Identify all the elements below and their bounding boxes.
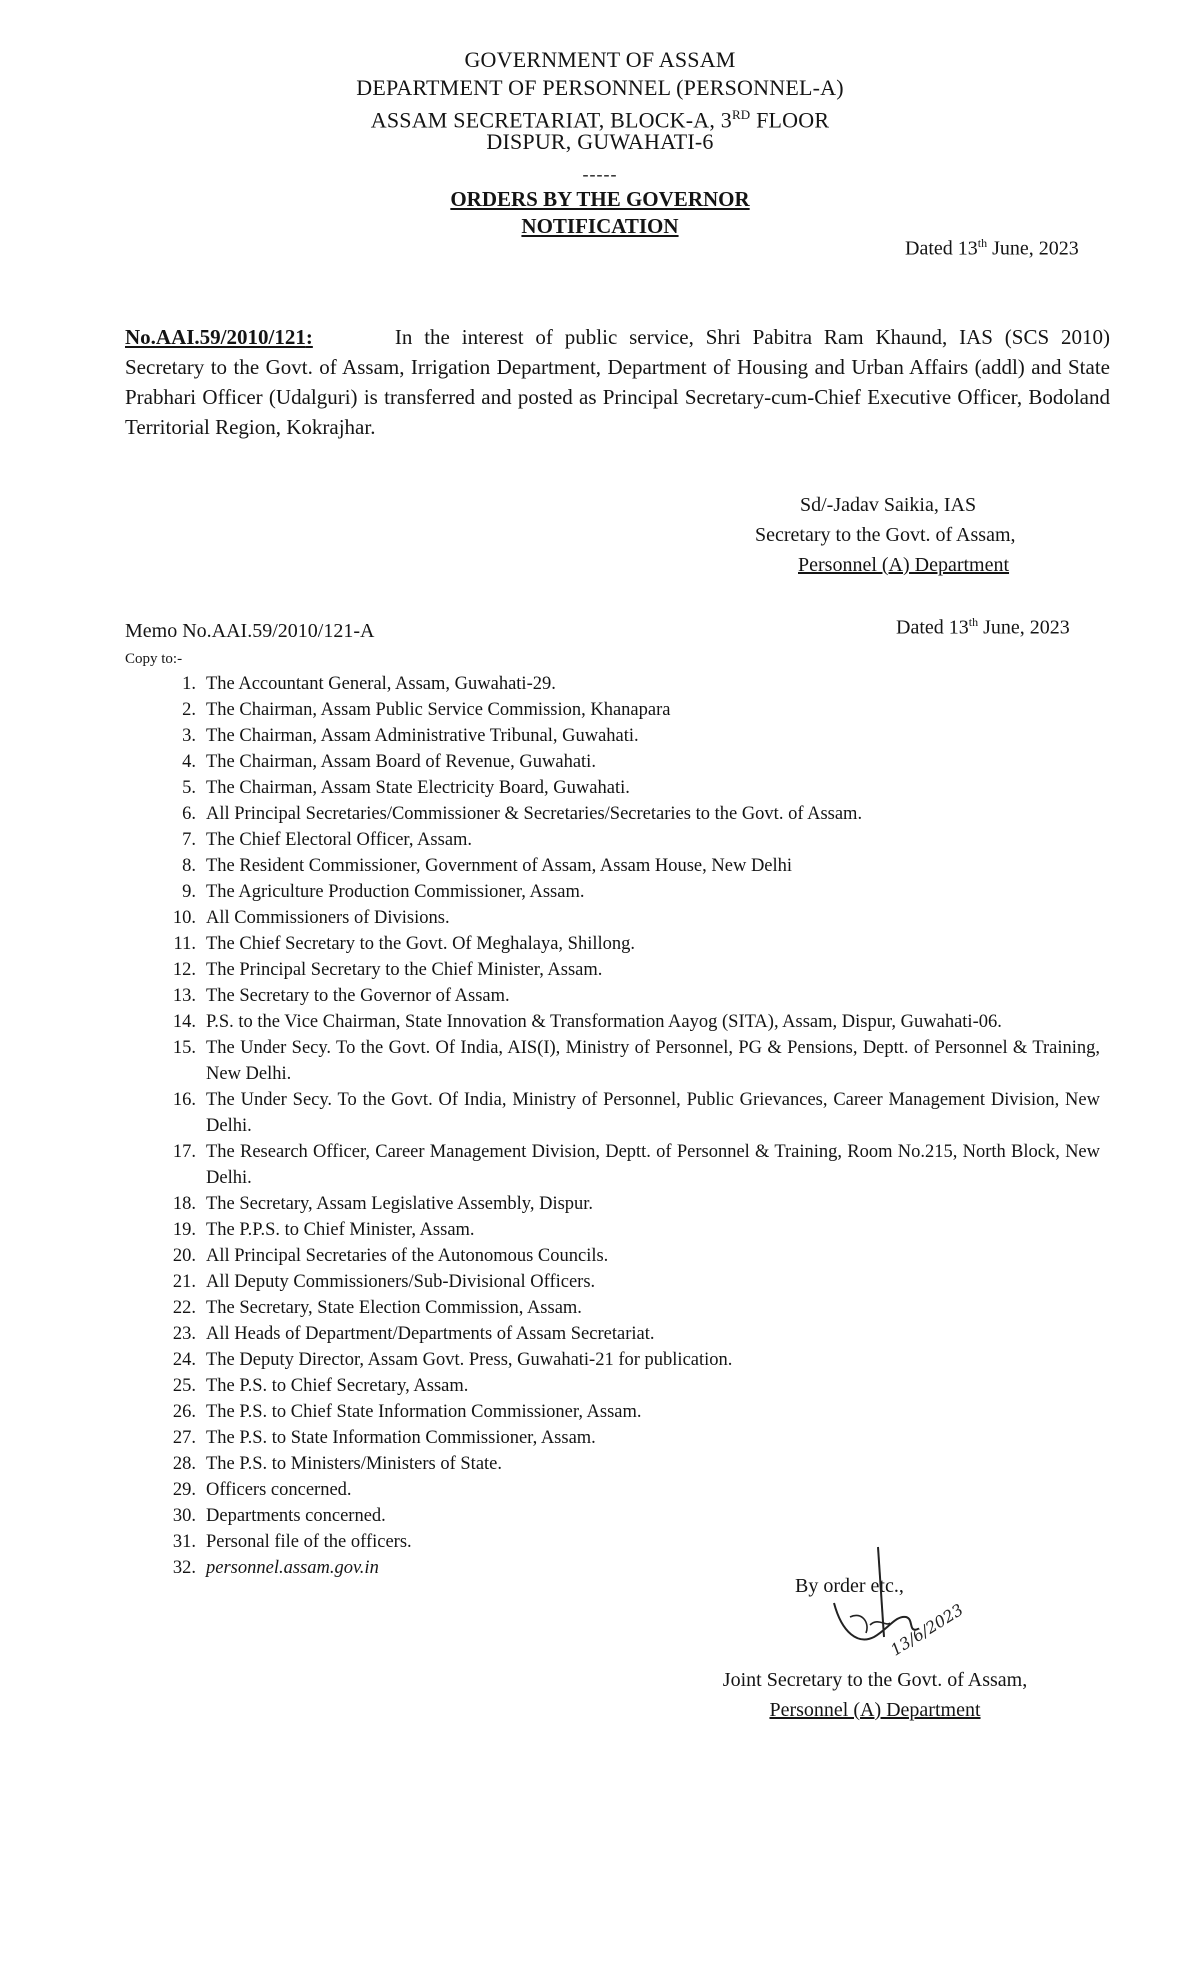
copy-list-number: 29. xyxy=(172,1480,196,1500)
header-address: ASSAM SECRETARIAT, BLOCK-A, 3RD FLOOR xyxy=(370,107,830,133)
copy-list-number: 26. xyxy=(172,1402,196,1422)
copy-list-number: 16. xyxy=(172,1090,196,1110)
copy-list-text: Personal file of the officers. xyxy=(206,1532,412,1552)
copy-list-item xyxy=(160,957,1100,983)
by-order-text: By order etc., xyxy=(795,1575,904,1597)
copy-list-number: 31. xyxy=(172,1532,196,1552)
copy-list-text: The Secretary to the Governor of Assam. xyxy=(206,986,510,1006)
copy-list-text: The Agriculture Production Commissioner, Assam. xyxy=(206,882,585,902)
copy-list-item xyxy=(160,827,1100,853)
header-city: DISPUR, GUWAHATI-6 xyxy=(486,129,714,154)
copy-list-number: 28. xyxy=(172,1454,196,1474)
copy-list-item xyxy=(160,1191,1100,1217)
signatory-department: Personnel (A) Department xyxy=(798,554,1010,576)
orders-title: ORDERS BY THE GOVERNOR xyxy=(450,187,750,211)
copy-list-text: The P.S. to Ministers/Ministers of State. xyxy=(206,1454,502,1474)
copy-list-number: 14. xyxy=(172,1012,196,1032)
copy-list-text: Departments concerned. xyxy=(206,1506,386,1526)
copy-list-number: 1. xyxy=(182,674,196,694)
copy-list-text: The Resident Commissioner, Government of Assam, Assam House, New Delhi xyxy=(206,856,793,876)
memo-date: Dated 13th June, 2023 xyxy=(896,615,1070,639)
copy-list-text: The P.P.S. to Chief Minister, Assam. xyxy=(206,1220,475,1240)
copy-list-text: The Chairman, Assam State Electricity Board, Guwahati. xyxy=(206,778,630,798)
notification-body xyxy=(125,322,1110,442)
copy-list-text: The Under Secy. To the Govt. Of India, Ministry of Personnel, Public Grievances, Career Management Division, New Delhi. xyxy=(206,1090,1100,1136)
copy-list-item xyxy=(160,775,1100,801)
copy-list-number: 24. xyxy=(172,1350,196,1370)
copy-list-number: 2. xyxy=(182,700,196,720)
copy-list-item xyxy=(160,1451,1100,1477)
copy-list-item xyxy=(160,1243,1100,1269)
copy-list-number: 5. xyxy=(182,778,196,798)
website-link[interactable]: personnel.assam.gov.in xyxy=(206,1558,379,1578)
copy-list-number: 13. xyxy=(172,986,196,1006)
copy-list-item xyxy=(160,853,1100,879)
copy-list-item xyxy=(160,983,1100,1009)
copy-to-label: Copy to:- xyxy=(125,651,183,667)
copy-list-number: 12. xyxy=(172,960,196,980)
copy-list-number: 17. xyxy=(172,1142,196,1162)
notification-text: In the interest of public service, Shri Pabitra Ram Khaund, IAS (SCS 2010) Secretary to the Govt. of Assam, Irrigation Department, Department of Housing and Urban Affairs (addl) and State Prabhari Officer (Udalguri) is transferred and posted as Principal Secretary-cum-Chief Executive Officer, Bodoland Territorial Region, Kokrajhar. xyxy=(125,325,1110,439)
copy-list-text: The Principal Secretary to the Chief Minister, Assam. xyxy=(206,960,603,980)
copy-list-number: 19. xyxy=(172,1220,196,1240)
header-department: DEPARTMENT OF PERSONNEL (PERSONNEL-A) xyxy=(356,75,844,100)
copy-list-text: The P.S. to Chief State Information Commissioner, Assam. xyxy=(206,1402,642,1422)
copy-list-item xyxy=(160,749,1100,775)
copy-list-text: All Heads of Department/Departments of Assam Secretariat. xyxy=(206,1324,655,1344)
joint-secretary-department: Personnel (A) Department xyxy=(769,1699,981,1721)
copy-list-text: P.S. to the Vice Chairman, State Innovation & Transformation Aayog (SITA), Assam, Dispur, Guwahati-06. xyxy=(206,1012,1002,1032)
notification-reference: No.AAI.59/2010/121: xyxy=(125,325,313,349)
copy-list-item xyxy=(160,1321,1100,1347)
memo-number: Memo No.AAI.59/2010/121-A xyxy=(125,620,375,642)
copy-list-number: 15. xyxy=(172,1038,196,1058)
signatory-designation: Secretary to the Govt. of Assam, xyxy=(755,524,1016,546)
copy-list-text: All Deputy Commissioners/Sub-Divisional Officers. xyxy=(206,1272,596,1292)
copy-list-text: The Research Officer, Career Management Division, Deptt. of Personnel & Training, Room No.215, North Block, New Delhi. xyxy=(206,1142,1100,1188)
copy-list-item xyxy=(160,1139,1100,1191)
copy-list-number: 9. xyxy=(182,882,196,902)
header-separator: ----- xyxy=(582,164,618,184)
copy-list-item xyxy=(160,1425,1100,1451)
copy-list-text: The Chairman, Assam Public Service Commission, Khanapara xyxy=(206,700,671,720)
copy-list-text: All Commissioners of Divisions. xyxy=(206,908,450,928)
copy-list-number: 32. xyxy=(172,1558,196,1578)
copy-list-item xyxy=(160,1269,1100,1295)
joint-secretary-block xyxy=(690,1665,1060,1725)
copy-list-number: 7. xyxy=(182,830,196,850)
copy-list-item xyxy=(160,697,1100,723)
copy-list-text: All Principal Secretaries of the Autonomous Councils. xyxy=(206,1246,609,1266)
copy-list-item xyxy=(160,1217,1100,1243)
copy-list-item xyxy=(160,1035,1100,1087)
copy-list-item xyxy=(160,1399,1100,1425)
copy-list-number: 30. xyxy=(172,1506,196,1526)
copy-list-item xyxy=(160,1373,1100,1399)
copy-list-item xyxy=(160,1087,1100,1139)
joint-secretary-designation: Joint Secretary to the Govt. of Assam, xyxy=(722,1669,1028,1691)
copy-list-text: The Chairman, Assam Administrative Tribunal, Guwahati. xyxy=(206,726,639,746)
copy-list-number: 3. xyxy=(182,726,196,746)
copy-list-item xyxy=(160,723,1100,749)
copy-list-item xyxy=(160,905,1100,931)
copy-list-number: 20. xyxy=(172,1246,196,1266)
copy-list xyxy=(160,671,1100,1581)
copy-list-number: 25. xyxy=(172,1376,196,1396)
header-government: GOVERNMENT OF ASSAM xyxy=(464,47,736,72)
copy-list-number: 11. xyxy=(173,934,196,954)
copy-list-text: The P.S. to State Information Commissioner, Assam. xyxy=(206,1428,596,1448)
copy-list-number: 27. xyxy=(172,1428,196,1448)
notification-date: Dated 13th June, 2023 xyxy=(905,236,1079,260)
handwritten-signature xyxy=(800,1545,970,1665)
copy-list-number: 4. xyxy=(182,752,196,772)
signature-date: 13/6/2023 xyxy=(886,1599,967,1660)
copy-list-item xyxy=(160,1347,1100,1373)
copy-list-text: The P.S. to Chief Secretary, Assam. xyxy=(206,1376,469,1396)
copy-list-item xyxy=(160,801,1100,827)
notification-title: NOTIFICATION xyxy=(521,214,679,238)
copy-list-item xyxy=(160,1009,1100,1035)
copy-list-number: 21. xyxy=(172,1272,196,1292)
copy-list-text: Officers concerned. xyxy=(206,1480,352,1500)
copy-list-text: The Deputy Director, Assam Govt. Press, Guwahati-21 for publication. xyxy=(206,1350,733,1370)
signatory-name: Sd/-Jadav Saikia, IAS xyxy=(800,494,977,516)
copy-list-number: 18. xyxy=(172,1194,196,1214)
copy-list-text: The Chief Secretary to the Govt. Of Meghalaya, Shillong. xyxy=(206,934,635,954)
copy-list-item xyxy=(160,879,1100,905)
copy-list-number: 10. xyxy=(172,908,196,928)
copy-list-number: 23. xyxy=(172,1324,196,1344)
copy-list-item xyxy=(160,671,1100,697)
copy-list-text: The Secretary, Assam Legislative Assembly, Dispur. xyxy=(206,1194,594,1214)
copy-list-number: 8. xyxy=(182,856,196,876)
copy-list-number: 22. xyxy=(172,1298,196,1318)
copy-list-text: The Chairman, Assam Board of Revenue, Guwahati. xyxy=(206,752,596,772)
copy-list-item xyxy=(160,1503,1100,1529)
copy-list-text: The Accountant General, Assam, Guwahati-29. xyxy=(206,674,556,694)
copy-list-text: The Secretary, State Election Commission, Assam. xyxy=(206,1298,582,1318)
copy-list-item xyxy=(160,1477,1100,1503)
copy-list-text: The Under Secy. To the Govt. Of India, AIS(I), Ministry of Personnel, PG & Pensions, Deptt. of Personnel & Training, New Delhi. xyxy=(206,1038,1100,1084)
copy-list-item xyxy=(160,1295,1100,1321)
copy-list-item xyxy=(160,931,1100,957)
copy-list-number: 6. xyxy=(182,804,196,824)
copy-list-text: All Principal Secretaries/Commissioner & Secretaries/Secretaries to the Govt. of Assam. xyxy=(206,804,863,824)
copy-list-text: The Chief Electoral Officer, Assam. xyxy=(206,830,473,850)
